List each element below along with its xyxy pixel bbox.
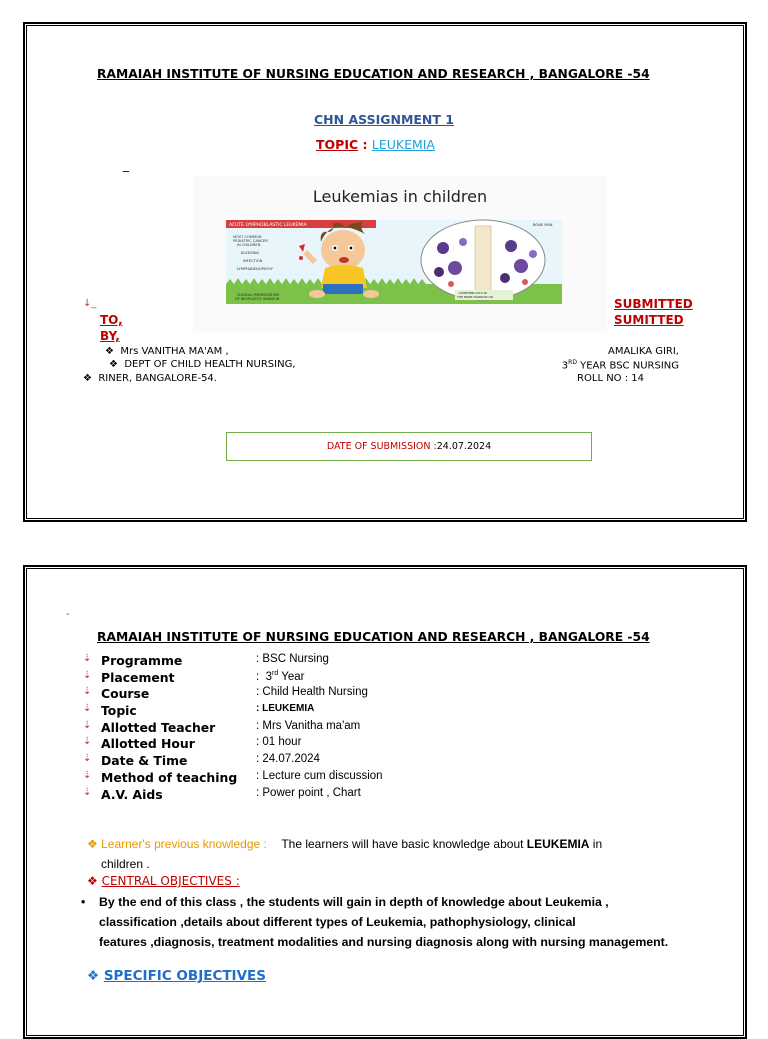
detail-row: ⇣ Allotted Hour : 01 hour — [83, 736, 302, 752]
assignment-title: CHN ASSIGNMENT 1 — [314, 112, 454, 127]
leukemia-illustration-svg — [193, 176, 607, 332]
detail-row: ⇣ Date & Time : 24.07.2024 — [83, 753, 320, 769]
detail-row: ⇣ Allotted Teacher : Mrs Vanitha ma'am — [83, 719, 361, 735]
svg-text:OF NEOPLASTIC INVASION: OF NEOPLASTIC INVASION — [235, 297, 280, 301]
svg-text:BONE PAIN: BONE PAIN — [533, 223, 553, 227]
topic-line — [316, 137, 435, 152]
arrow-bullet-icon: ⇣ — [83, 653, 92, 664]
diamond-bullet-icon: ❖ — [87, 837, 98, 851]
leukemia-illustration — [193, 176, 607, 332]
arrow-bullet-icon: ⇣ — [83, 769, 92, 781]
detail-row: ⇣ Course : Child Health Nursing — [83, 686, 368, 702]
svg-text:BLEEDING: BLEEDING — [241, 251, 260, 255]
illustration-banner: ACUTE LYMPHOBLASTIC LEUKEMIA — [229, 223, 307, 228]
arrow-bullet-icon: ⇣ — [83, 786, 92, 798]
diamond-bullet-icon: ❖ — [105, 346, 114, 357]
stray-dash: _ — [123, 158, 129, 172]
svg-text:THE BONE MARROW OR: THE BONE MARROW OR — [457, 295, 493, 299]
detail-row: ⇣ Placement : 3rd Year — [83, 669, 305, 685]
by-label: BY, — [100, 329, 120, 343]
topic-label: TOPIC — [316, 137, 359, 152]
arrow-bullet-icon: ⇣ — [83, 753, 92, 765]
submitted-label: SUBMITTED — [614, 297, 693, 311]
stray-dash: - — [66, 609, 70, 620]
svg-text:PEDIATRIC CANCER: PEDIATRIC CANCER — [233, 239, 268, 243]
topic-colon: : — [362, 137, 368, 152]
arrow-bullet-icon: ⇣ — [83, 686, 92, 698]
arrow-bullet-icon: ⇣ — [83, 736, 92, 748]
arrow-bullet-icon: ⇣ — [83, 719, 92, 731]
svg-text:IN CHILDREN: IN CHILDREN — [237, 243, 261, 247]
central-objectives-heading: ❖ CENTRAL OBJECTIVES : — [87, 874, 240, 888]
arrow-bullet-icon: ⇣ — [83, 703, 92, 715]
to-line-3: ❖ RINER, BANGALORE-54. — [83, 373, 217, 384]
sumitted-label: SUMITTED — [614, 313, 684, 327]
by-line-1: AMALIKA GIRI, — [607, 346, 679, 357]
svg-text:LYMPHADENOPATHY: LYMPHADENOPATHY — [237, 267, 273, 271]
bullet-dot-icon: • — [81, 895, 86, 909]
detail-row: ⇣ Method of teaching : Lecture cum discussion — [83, 769, 383, 785]
svg-text:INFECTION: INFECTION — [243, 259, 263, 263]
to-line-2: ❖ DEPT OF CHILD HEALTH NURSING, — [109, 359, 296, 370]
to-label: TO, — [100, 313, 123, 327]
date-label: DATE OF SUBMISSION : — [326, 441, 437, 452]
illustration-title: Leukemias in children — [312, 187, 488, 206]
by-line-2: 3RD YEAR BSC NURSING — [561, 359, 679, 372]
institute-title: RAMAIAH INSTITUTE OF NURSING EDUCATION AND RESEARCH , BANGALORE -54 — [97, 67, 650, 81]
date-of-submission-box — [226, 432, 592, 461]
diamond-bullet-icon: ❖ — [109, 359, 118, 370]
date-value: 24.07.2024 — [436, 441, 492, 452]
detail-row: ⇣ Topic : LEUKEMIA — [83, 703, 315, 719]
detail-row: ⇣ A.V. Aids : Power point , Chart — [83, 786, 361, 802]
specific-objectives-heading: ❖ SPECIFIC OBJECTIVES — [87, 968, 266, 984]
diamond-bullet-icon: ❖ — [87, 968, 100, 984]
learner-label: Learner's previous knowledge : — [101, 837, 267, 851]
by-line-3: ROLL NO : 14 — [577, 373, 644, 384]
details-list — [83, 653, 383, 803]
topic-value: LEUKEMIA — [371, 137, 435, 152]
diamond-bullet-icon: ❖ — [83, 373, 92, 384]
arrow-bullet-icon: ↓_ — [83, 298, 97, 309]
institute-title: RAMAIAH INSTITUTE OF NURSING EDUCATION AND RESEARCH , BANGALORE -54 — [97, 630, 650, 644]
lesson-plan-page — [23, 565, 747, 1039]
detail-row: ⇣ Programme : BSC Nursing — [83, 653, 329, 668]
svg-text:LYMPHOBLASTS IN: LYMPHOBLASTS IN — [459, 291, 487, 295]
learner-knowledge-line-2: children . — [101, 857, 150, 871]
central-objectives-text: • By the end of this class , the students will gain in depth of knowledge about Leukemia , classification ,details about different types of Leukemia, pathophysiology, clinical features ,diagnosis, treatment modalities and nursing diagnosis along with nursing management. — [81, 892, 668, 952]
svg-text:MOST COMMON: MOST COMMON — [233, 235, 262, 239]
learner-knowledge-line: ❖ Learner's previous knowledge : The learners will have basic knowledge about LEUKEMIA in — [87, 837, 603, 851]
diamond-bullet-icon: ❖ — [87, 874, 98, 888]
arrow-bullet-icon: ⇣ — [83, 669, 92, 681]
svg-text:CLINICAL PRESENTATION: CLINICAL PRESENTATION — [237, 293, 279, 297]
cover-page — [23, 22, 747, 522]
to-line-1: ❖ Mrs VANITHA MA'AM , — [105, 346, 229, 357]
